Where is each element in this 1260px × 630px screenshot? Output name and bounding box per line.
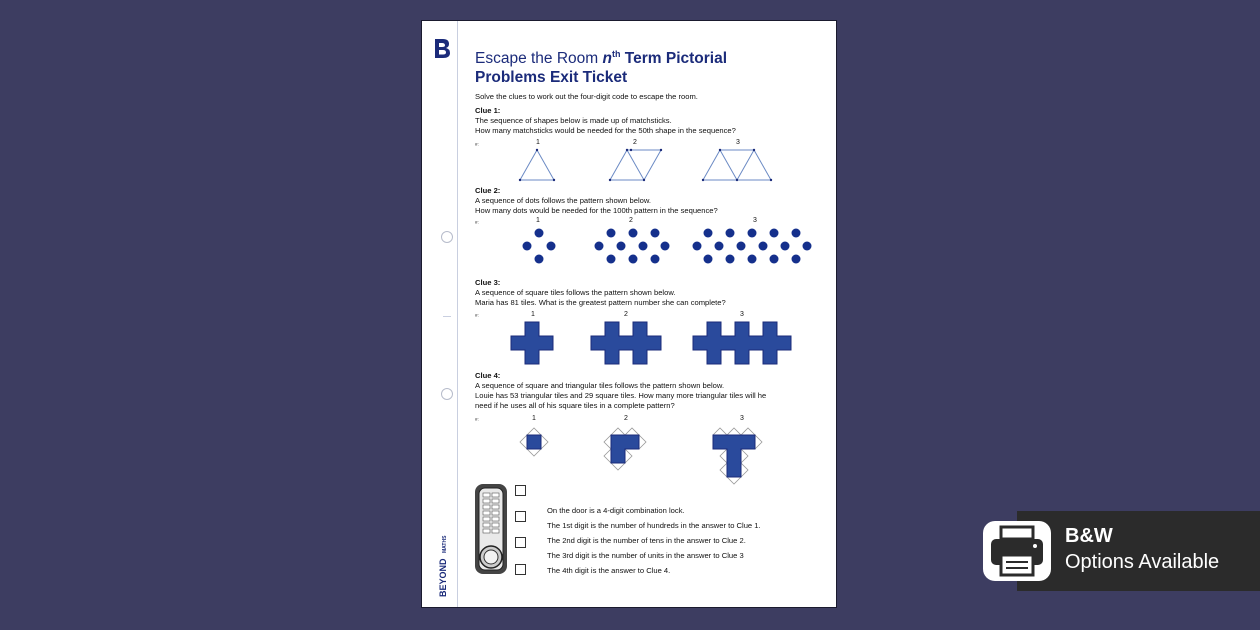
lock-instruction: The 2nd digit is the number of tens in the answer to Clue 2. (547, 536, 746, 545)
badge-title: B&W (1065, 525, 1113, 547)
pattern-number: 2 (624, 415, 628, 422)
matchstick-pattern (507, 145, 797, 185)
dot-pattern (507, 226, 827, 266)
pattern-number: 1 (536, 139, 540, 146)
pattern-number: 1 (532, 415, 536, 422)
tile-pattern (507, 320, 807, 368)
pattern-number: 1 (531, 311, 535, 318)
combination-lock-icon (474, 483, 508, 575)
punch-hole (441, 231, 453, 243)
clue-2: Clue 2: A sequence of dots follows the pattern shown below. How many dots would be needed for the 100th pattern in the sequence? (475, 186, 718, 215)
clue-1: Clue 1: The sequence of shapes below is made up of matchsticks. How many matchsticks would be needed for the 50th shape in the sequence? (475, 106, 736, 135)
figure-label: #: (475, 313, 479, 318)
clue-3: Clue 3: A sequence of square tiles follows the pattern shown below. Maria has 81 tiles. What is the greatest pattern number she can complete? (475, 278, 726, 307)
pattern-number: 3 (740, 311, 744, 318)
pattern-number: 2 (624, 311, 628, 318)
lock-instruction: On the door is a 4-digit combination lock. (547, 506, 685, 515)
figure-label: #: (475, 220, 479, 225)
answer-box[interactable] (515, 537, 526, 548)
brand-wordmark (426, 531, 466, 601)
pattern-number: 3 (736, 139, 740, 146)
answer-box[interactable] (515, 564, 526, 575)
answer-box[interactable] (515, 485, 526, 496)
fold-mark (443, 316, 451, 317)
pattern-number: 3 (740, 415, 744, 422)
lock-instruction: The 4th digit is the answer to Clue 4. (547, 566, 671, 575)
figure-label: #: (475, 142, 479, 147)
clue-4: Clue 4: A sequence of square and triangular tiles follows the pattern shown below. Louie has 53 triangular tiles and 29 square tiles. How many more triangular tiles will he need if he uses all of his square tiles in a complete pattern? (475, 371, 767, 410)
margin-line (457, 21, 458, 607)
punch-hole (441, 388, 453, 400)
answer-box[interactable] (515, 511, 526, 522)
bw-options-badge[interactable] (1017, 511, 1260, 591)
pattern-number: 1 (536, 217, 540, 224)
pattern-number: 2 (629, 217, 633, 224)
figure-label: #: (475, 417, 479, 422)
square-triangle-pattern (507, 423, 787, 489)
pattern-number: 2 (633, 139, 637, 146)
lock-instruction: The 1st digit is the number of hundreds in the answer to Clue 1. (547, 521, 761, 530)
intro-text: Solve the clues to work out the four-digit code to escape the room. (475, 92, 698, 101)
beyond-logo-icon (432, 37, 452, 59)
badge-subtitle: Options Available (1065, 551, 1220, 573)
worksheet-preview (421, 20, 837, 608)
brand-name: BEYOND (438, 558, 448, 597)
page-title: Escape the Room $n^{th}$ Term Pictorial Problems Exit Ticket (475, 49, 728, 87)
printer-icon (981, 519, 1053, 583)
lock-instruction: The 3rd digit is the number of units in the answer to Clue 3 (547, 551, 744, 560)
brand-sub: MATHS (442, 535, 448, 553)
pattern-number: 3 (753, 217, 757, 224)
